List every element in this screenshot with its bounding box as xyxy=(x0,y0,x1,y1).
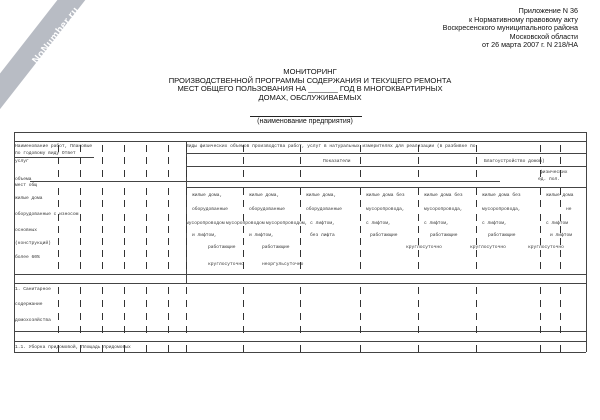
section-cell: содержание xyxy=(15,302,43,307)
table-tick xyxy=(124,157,125,164)
table-tick xyxy=(186,170,187,177)
table-tick xyxy=(186,145,187,152)
table-tick xyxy=(58,345,59,352)
header-cell: жилые дома без xyxy=(366,193,405,198)
table-tick xyxy=(300,226,301,233)
table-tick xyxy=(300,188,301,195)
table-tick xyxy=(560,287,561,294)
table-tick xyxy=(186,226,187,233)
table-tick xyxy=(80,262,81,269)
table-tick xyxy=(540,313,541,320)
table-tick xyxy=(300,157,301,164)
header-cell: оборудованные с износом xyxy=(15,212,79,217)
table-tick xyxy=(102,145,103,152)
header-cell: с лифтом, xyxy=(424,221,449,226)
header-cell: основных xyxy=(15,228,38,233)
table-tick xyxy=(243,188,244,195)
table-tick xyxy=(80,313,81,320)
table-tick xyxy=(540,145,541,152)
table-tick xyxy=(300,326,301,333)
table-tick xyxy=(168,300,169,307)
table-tick xyxy=(124,188,125,195)
watermark-band xyxy=(0,0,108,113)
table-tick xyxy=(168,313,169,320)
table-tick xyxy=(418,188,419,195)
table-tick xyxy=(360,250,361,257)
table-tick xyxy=(560,300,561,307)
header-cell: работающие xyxy=(262,245,290,250)
table-tick xyxy=(360,200,361,207)
table-tick xyxy=(168,326,169,333)
table-tick xyxy=(243,157,244,164)
table-tick xyxy=(124,226,125,233)
table-tick xyxy=(124,326,125,333)
table-tick xyxy=(418,326,419,333)
table-tick xyxy=(540,200,541,207)
table-tick xyxy=(560,145,561,152)
table-tick xyxy=(168,145,169,152)
table-tick xyxy=(560,326,561,333)
table-tick xyxy=(243,262,244,269)
table-tick xyxy=(168,200,169,207)
table-tick xyxy=(58,188,59,195)
table-tick xyxy=(243,238,244,245)
table-tick xyxy=(300,145,301,152)
table-tick xyxy=(540,345,541,352)
table-tick xyxy=(300,345,301,352)
table-tick xyxy=(80,300,81,307)
table-tick xyxy=(186,200,187,207)
table-tick xyxy=(58,145,59,152)
section-cell: 1.1. Уборка придомовой, Площадь придомовых xyxy=(15,345,131,350)
header-cell: мусоропроводом xyxy=(186,221,225,226)
header-cell: жилые дома, xyxy=(192,193,223,198)
header-cell: жилые дома, xyxy=(306,193,337,198)
table-rule xyxy=(14,352,586,353)
table-tick xyxy=(418,145,419,152)
table-tick xyxy=(540,287,541,294)
table-tick xyxy=(58,262,59,269)
table-tick xyxy=(300,214,301,221)
table-tick xyxy=(102,262,103,269)
table-tick xyxy=(560,313,561,320)
header-cell: мест общ xyxy=(15,183,38,188)
table-rule xyxy=(14,132,15,352)
header-cell: круглосуточно xyxy=(470,245,506,250)
table-tick xyxy=(360,214,361,221)
table-tick xyxy=(243,345,244,352)
table-tick xyxy=(124,262,125,269)
table-tick xyxy=(80,226,81,233)
table-tick xyxy=(418,287,419,294)
table-tick xyxy=(80,250,81,257)
table-tick xyxy=(80,200,81,207)
table-tick xyxy=(418,170,419,177)
table-tick xyxy=(124,300,125,307)
table-tick xyxy=(540,226,541,233)
table-tick xyxy=(418,226,419,233)
table-tick xyxy=(300,238,301,245)
table-tick xyxy=(168,214,169,221)
header-cell: оборудованные xyxy=(306,207,342,212)
table-tick xyxy=(146,326,147,333)
table-tick xyxy=(476,238,477,245)
table-tick xyxy=(58,313,59,320)
appendix-line: Приложение N 36 xyxy=(518,6,578,15)
table-tick xyxy=(168,287,169,294)
table-tick xyxy=(300,313,301,320)
table-tick xyxy=(476,188,477,195)
table-tick xyxy=(58,300,59,307)
table-tick xyxy=(360,238,361,245)
table-tick xyxy=(476,313,477,320)
table-tick xyxy=(476,287,477,294)
table-tick xyxy=(243,200,244,207)
table-tick xyxy=(146,214,147,221)
table-tick xyxy=(102,214,103,221)
table-tick xyxy=(102,170,103,177)
table-tick xyxy=(124,250,125,257)
header-cell: неоргульсуточно xyxy=(262,262,304,267)
table-tick xyxy=(146,170,147,177)
table-tick xyxy=(476,226,477,233)
table-tick xyxy=(146,238,147,245)
table-rule xyxy=(14,283,586,284)
table-tick xyxy=(58,226,59,233)
table-rule xyxy=(186,187,586,188)
table-tick xyxy=(243,250,244,257)
table-tick xyxy=(146,300,147,307)
appendix-line: Московской области xyxy=(509,31,578,41)
table-tick xyxy=(124,345,125,352)
table-tick xyxy=(540,238,541,245)
table-tick xyxy=(102,238,103,245)
table-tick xyxy=(146,157,147,164)
header-cell: круглосуточно xyxy=(528,245,564,250)
header-cell: работающие xyxy=(488,233,516,238)
table-tick xyxy=(360,170,361,177)
section-cell: домохозяйства xyxy=(15,318,51,323)
header-cell: без лифта xyxy=(310,233,335,238)
table-tick xyxy=(560,262,561,269)
table-tick xyxy=(102,345,103,352)
header-cell: более 60% xyxy=(15,255,40,260)
org-name-underline xyxy=(250,116,362,117)
table-tick xyxy=(102,157,103,164)
table-tick xyxy=(168,345,169,352)
table-tick xyxy=(80,214,81,221)
table-tick xyxy=(168,188,169,195)
title-line: ДОМАХ, ОБСЛУЖИВАЕМЫХ xyxy=(258,92,362,102)
table-tick xyxy=(80,345,81,352)
header-cell: и лифтом xyxy=(550,233,573,238)
table-tick xyxy=(58,250,59,257)
appendix-line: Воскресенского муниципального района xyxy=(442,23,578,33)
table-tick xyxy=(168,262,169,269)
title-line: ПРОИЗВОДСТВЕННОЙ ПРОГРАММЫ СОДЕРЖАНИЯ И ТЕКУЩЕГО РЕМОНТА xyxy=(168,75,452,85)
table-tick xyxy=(243,326,244,333)
table-tick xyxy=(418,300,419,307)
table-tick xyxy=(80,145,81,152)
table-tick xyxy=(476,326,477,333)
table-tick xyxy=(186,326,187,333)
table-rule xyxy=(586,132,587,352)
table-tick xyxy=(146,200,147,207)
header-cell: круглосуточно xyxy=(208,262,244,267)
table-tick xyxy=(58,326,59,333)
table-tick xyxy=(124,170,125,177)
table-tick xyxy=(146,313,147,320)
table-tick xyxy=(146,262,147,269)
header-cell: работающие xyxy=(208,245,236,250)
table-tick xyxy=(560,214,561,221)
table-tick xyxy=(146,345,147,352)
table-tick xyxy=(168,238,169,245)
table-tick xyxy=(243,313,244,320)
header-cell: (конструкций) xyxy=(15,241,51,246)
table-tick xyxy=(360,345,361,352)
table-tick xyxy=(146,287,147,294)
table-tick xyxy=(168,170,169,177)
header-cell: жилые дома xyxy=(15,196,43,201)
table-tick xyxy=(146,226,147,233)
table-tick xyxy=(186,250,187,257)
header-cell: объема xyxy=(15,177,32,182)
table-tick xyxy=(58,157,59,164)
table-tick xyxy=(146,145,147,152)
header-cell: мусоропроводом, с лифтом, xyxy=(266,221,335,226)
table-tick xyxy=(360,145,361,152)
table-tick xyxy=(58,170,59,177)
table-tick xyxy=(560,250,561,257)
header-cell: работающие xyxy=(430,233,458,238)
table-tick xyxy=(560,238,561,245)
table-tick xyxy=(243,214,244,221)
table-tick xyxy=(300,287,301,294)
table-tick xyxy=(560,200,561,207)
header-cell: физических xyxy=(540,170,568,175)
header-cell: работающие xyxy=(370,233,398,238)
table-tick xyxy=(560,226,561,233)
table-tick xyxy=(360,326,361,333)
table-tick xyxy=(186,287,187,294)
table-tick xyxy=(476,250,477,257)
header-cell: жилые дома без xyxy=(424,193,463,198)
table-tick xyxy=(186,214,187,221)
table-rule xyxy=(14,141,586,142)
table-tick xyxy=(243,226,244,233)
table-tick xyxy=(102,287,103,294)
table-tick xyxy=(186,262,187,269)
table-tick xyxy=(360,300,361,307)
table-tick xyxy=(80,326,81,333)
table-tick xyxy=(418,313,419,320)
table-tick xyxy=(360,262,361,269)
header-cell: не xyxy=(566,207,572,212)
table-tick xyxy=(540,300,541,307)
table-tick xyxy=(560,157,561,164)
table-tick xyxy=(418,250,419,257)
table-tick xyxy=(186,238,187,245)
header-cell: мусоропровода, xyxy=(482,207,521,212)
table-tick xyxy=(186,300,187,307)
table-tick xyxy=(476,200,477,207)
table-rule xyxy=(14,341,586,342)
header-cell: жилые дома xyxy=(546,193,574,198)
table-tick xyxy=(560,170,561,177)
table-rule xyxy=(186,153,586,154)
table-tick xyxy=(560,345,561,352)
table-tick xyxy=(58,200,59,207)
table-tick xyxy=(102,250,103,257)
table-tick xyxy=(102,300,103,307)
header-cell: мусоропроводом xyxy=(226,221,265,226)
table-tick xyxy=(102,188,103,195)
header-cell: с лифтом, xyxy=(366,221,391,226)
table-tick xyxy=(540,188,541,195)
table-tick xyxy=(102,326,103,333)
title-line: МЕСТ ОБЩЕГО ПОЛЬЗОВАНИЯ НА _______ ГОД В МНОГОКВАРТИРНЫХ xyxy=(177,84,443,94)
table-tick xyxy=(168,250,169,257)
table-tick xyxy=(146,250,147,257)
table-tick xyxy=(300,262,301,269)
table-tick xyxy=(124,200,125,207)
table-tick xyxy=(540,250,541,257)
table-rule xyxy=(14,132,586,133)
title-line: МОНИТОРИНГ xyxy=(283,67,337,76)
header-cell: и лифтом, xyxy=(192,233,217,238)
header-cell: по годовому виду Ответ xyxy=(15,151,76,156)
table-tick xyxy=(102,200,103,207)
table-tick xyxy=(80,188,81,195)
table-tick xyxy=(243,145,244,152)
table-tick xyxy=(360,188,361,195)
header-cell: ед. пол. xyxy=(538,177,561,182)
section-cell: 1. Санитарное xyxy=(15,287,51,292)
table-tick xyxy=(560,188,561,195)
table-tick xyxy=(102,313,103,320)
table-tick xyxy=(360,287,361,294)
table-tick xyxy=(58,238,59,245)
table-tick xyxy=(418,345,419,352)
table-tick xyxy=(186,345,187,352)
table-tick xyxy=(540,262,541,269)
table-tick xyxy=(186,313,187,320)
table-tick xyxy=(243,300,244,307)
table-tick xyxy=(418,157,419,164)
table-tick xyxy=(124,313,125,320)
table-tick xyxy=(168,157,169,164)
table-tick xyxy=(360,226,361,233)
table-tick xyxy=(418,238,419,245)
table-tick xyxy=(476,300,477,307)
table-tick xyxy=(476,214,477,221)
table-tick xyxy=(58,287,59,294)
table-tick xyxy=(540,157,541,164)
document-title xyxy=(140,68,480,102)
watermark xyxy=(0,0,82,90)
table-tick xyxy=(243,287,244,294)
table-tick xyxy=(540,170,541,177)
appendix-block xyxy=(318,7,578,50)
header-cell: Показатели xyxy=(323,159,351,164)
header-cell: с лифтом xyxy=(546,221,569,226)
table-tick xyxy=(300,300,301,307)
table-tick xyxy=(186,157,187,164)
table-tick xyxy=(80,157,81,164)
table-tick xyxy=(58,214,59,221)
header-cell: оборудованные xyxy=(192,207,228,212)
table-tick xyxy=(124,238,125,245)
table-tick xyxy=(418,200,419,207)
table-tick xyxy=(476,262,477,269)
table-tick xyxy=(360,313,361,320)
table-tick xyxy=(146,188,147,195)
table-tick xyxy=(360,157,361,164)
header-cell: мусоропровода, xyxy=(366,207,405,212)
table-tick xyxy=(540,326,541,333)
header-cell: круглосуточно xyxy=(406,245,442,250)
watermark-text: NoNumber.ru xyxy=(30,4,82,67)
table-rule xyxy=(30,181,500,182)
appendix-line: от 26 марта 2007 г. N 218/НА xyxy=(482,40,578,50)
table-tick xyxy=(476,170,477,177)
table-tick xyxy=(124,287,125,294)
table-tick xyxy=(418,214,419,221)
org-name-caption: (наименование предприятия) xyxy=(257,118,353,125)
table-rule xyxy=(14,157,94,158)
table-tick xyxy=(418,262,419,269)
header-cell: оборудованные xyxy=(249,207,285,212)
header-cell: Благоустройство домов) xyxy=(484,159,545,164)
header-cell: мусоропровода, xyxy=(424,207,463,212)
table-tick xyxy=(80,238,81,245)
table-tick xyxy=(168,226,169,233)
header-cell: Виды физических объемов производства работ, услуг в натуральных измерителях для реализации (в разбивке по xyxy=(186,144,476,149)
table-tick xyxy=(124,214,125,221)
table-rule xyxy=(186,166,586,167)
table-tick xyxy=(476,157,477,164)
table-tick xyxy=(186,188,187,195)
header-cell: и лифтом, xyxy=(249,233,274,238)
table-tick xyxy=(476,145,477,152)
table-tick xyxy=(540,214,541,221)
appendix-line: к Нормативному правовому акту xyxy=(469,14,578,24)
table-tick xyxy=(80,170,81,177)
table-tick xyxy=(300,200,301,207)
table-tick xyxy=(243,170,244,177)
table-tick xyxy=(476,345,477,352)
header-cell: с лифтом, xyxy=(482,221,507,226)
table-tick xyxy=(102,226,103,233)
table-rule xyxy=(14,274,586,275)
table-tick xyxy=(300,170,301,177)
table-tick xyxy=(300,250,301,257)
header-cell: Наименование работ, Плановые xyxy=(15,144,93,149)
table-tick xyxy=(124,145,125,152)
table-tick xyxy=(80,287,81,294)
header-cell: услуг xyxy=(15,159,29,164)
header-cell: жилые дома без xyxy=(482,193,521,198)
header-cell: жилые дома, xyxy=(249,193,280,198)
